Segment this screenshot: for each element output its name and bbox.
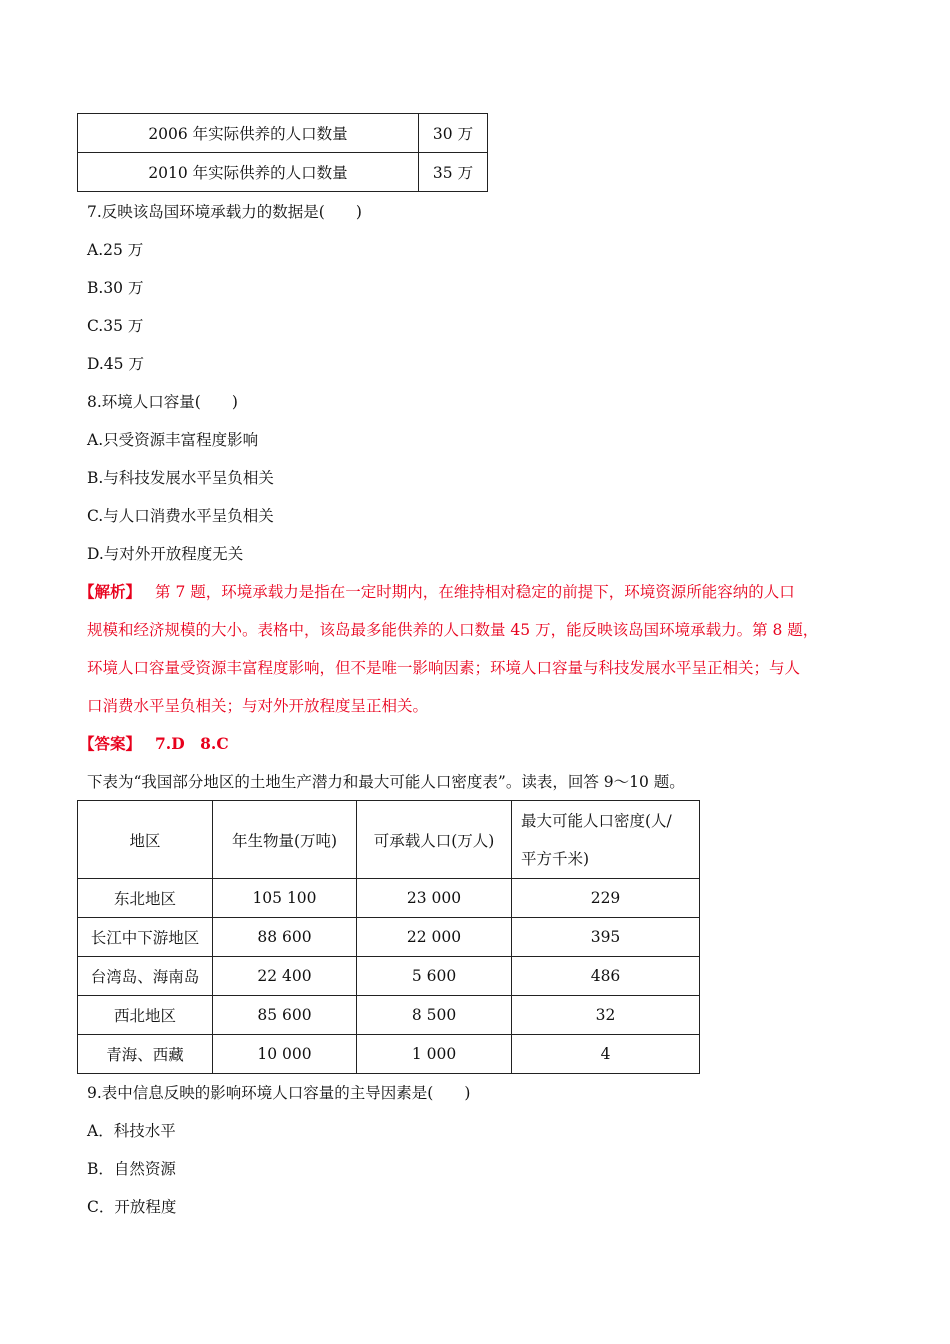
answer-line: [79, 733, 229, 755]
header-cell-biomass: 年生物量(万吨): [213, 801, 357, 879]
table-row: [78, 114, 488, 153]
population-table: [77, 113, 488, 192]
q7-option-c: C.35 万: [87, 317, 144, 335]
table-cell: 10 000: [213, 1035, 357, 1074]
q8-option-d: D.与对外开放程度无关: [87, 545, 244, 563]
question-9-stem: 9.表中信息反映的影响环境人口容量的主导因素是( ): [87, 1084, 471, 1102]
question-7-stem: 7.反映该岛国环境承载力的数据是( ): [87, 203, 362, 221]
table-intro: 下表为“我国部分地区的土地生产潜力和最大可能人口密度表”。读表，回答 9～10 题。: [87, 773, 685, 791]
table-cell: 8 500: [357, 996, 512, 1035]
table-cell: 青海、西藏: [78, 1035, 213, 1074]
analysis-text: 第 7 题，环境承载力是指在一定时期内，在维持相对稳定的前提下，环境资源所能容纳的人口: [155, 583, 795, 601]
table-cell: 486: [512, 957, 700, 996]
table-cell: 西北地区: [78, 996, 213, 1035]
table-cell: 4: [512, 1035, 700, 1074]
answer-tag: 【答案】: [79, 734, 142, 753]
q7-option-b: B.30 万: [87, 279, 144, 297]
table-cell: 30 万: [419, 114, 488, 153]
table-row: [78, 996, 700, 1035]
table-cell: 台湾岛、海南岛: [78, 957, 213, 996]
question-8-stem: 8.环境人口容量( ): [87, 393, 238, 411]
land-potential-table: [77, 800, 700, 1074]
analysis-line-4: 口消费水平呈负相关；与对外开放程度呈正相关。: [87, 697, 429, 715]
analysis-line-3: 环境人口容量受资源丰富程度影响，但不是唯一影响因素；环境人口容量与科技发展水平呈正相关；与人: [87, 659, 801, 677]
header-cell-region: 地区: [78, 801, 213, 879]
table-cell: 1 000: [357, 1035, 512, 1074]
q9-option-b: B．自然资源: [87, 1160, 176, 1178]
table-cell: 88 600: [213, 918, 357, 957]
header-density-line2: 平方千米): [521, 849, 590, 868]
analysis-line-1: [79, 573, 867, 611]
table-header-row: [78, 801, 700, 879]
table-cell: 85 600: [213, 996, 357, 1035]
table-cell: 5 600: [357, 957, 512, 996]
table-row: [78, 153, 488, 192]
q8-option-a: A.只受资源丰富程度影响: [87, 431, 259, 449]
table-cell: 35 万: [419, 153, 488, 192]
table-cell: 22 400: [213, 957, 357, 996]
q9-option-a: A．科技水平: [87, 1122, 176, 1140]
table-cell: 32: [512, 996, 700, 1035]
table-row: [78, 1035, 700, 1074]
q8-option-c: C.与人口消费水平呈负相关: [87, 507, 274, 525]
table-row: [78, 879, 700, 918]
table-cell: 22 000: [357, 918, 512, 957]
table-cell: 23 000: [357, 879, 512, 918]
header-cell-capacity: 可承载人口(万人): [357, 801, 512, 879]
table-cell: 东北地区: [78, 879, 213, 918]
table-cell: 2010 年实际供养的人口数量: [78, 153, 419, 192]
q7-option-d: D.45 万: [87, 355, 144, 373]
table-cell: 2006 年实际供养的人口数量: [78, 114, 419, 153]
answer-text: 7.D 8.C: [155, 734, 229, 753]
table-cell: 395: [512, 918, 700, 957]
q7-option-a: A.25 万: [87, 241, 144, 259]
table-cell: 229: [512, 879, 700, 918]
analysis-tag: 【解析】: [79, 582, 142, 601]
header-cell-density: [512, 801, 700, 879]
analysis-line-2: 规模和经济规模的大小。表格中，该岛最多能供养的人口数量 45 万，能反映该岛国环境承载力。第 8 题，: [87, 621, 819, 639]
table-row: [78, 918, 700, 957]
table-row: [78, 957, 700, 996]
analysis-block: [79, 573, 867, 725]
q8-option-b: B.与科技发展水平呈负相关: [87, 469, 274, 487]
table-cell: 长江中下游地区: [78, 918, 213, 957]
table-cell: 105 100: [213, 879, 357, 918]
header-density-line1: 最大可能人口密度(人/: [521, 811, 672, 830]
q9-option-c: C．开放程度: [87, 1198, 177, 1216]
